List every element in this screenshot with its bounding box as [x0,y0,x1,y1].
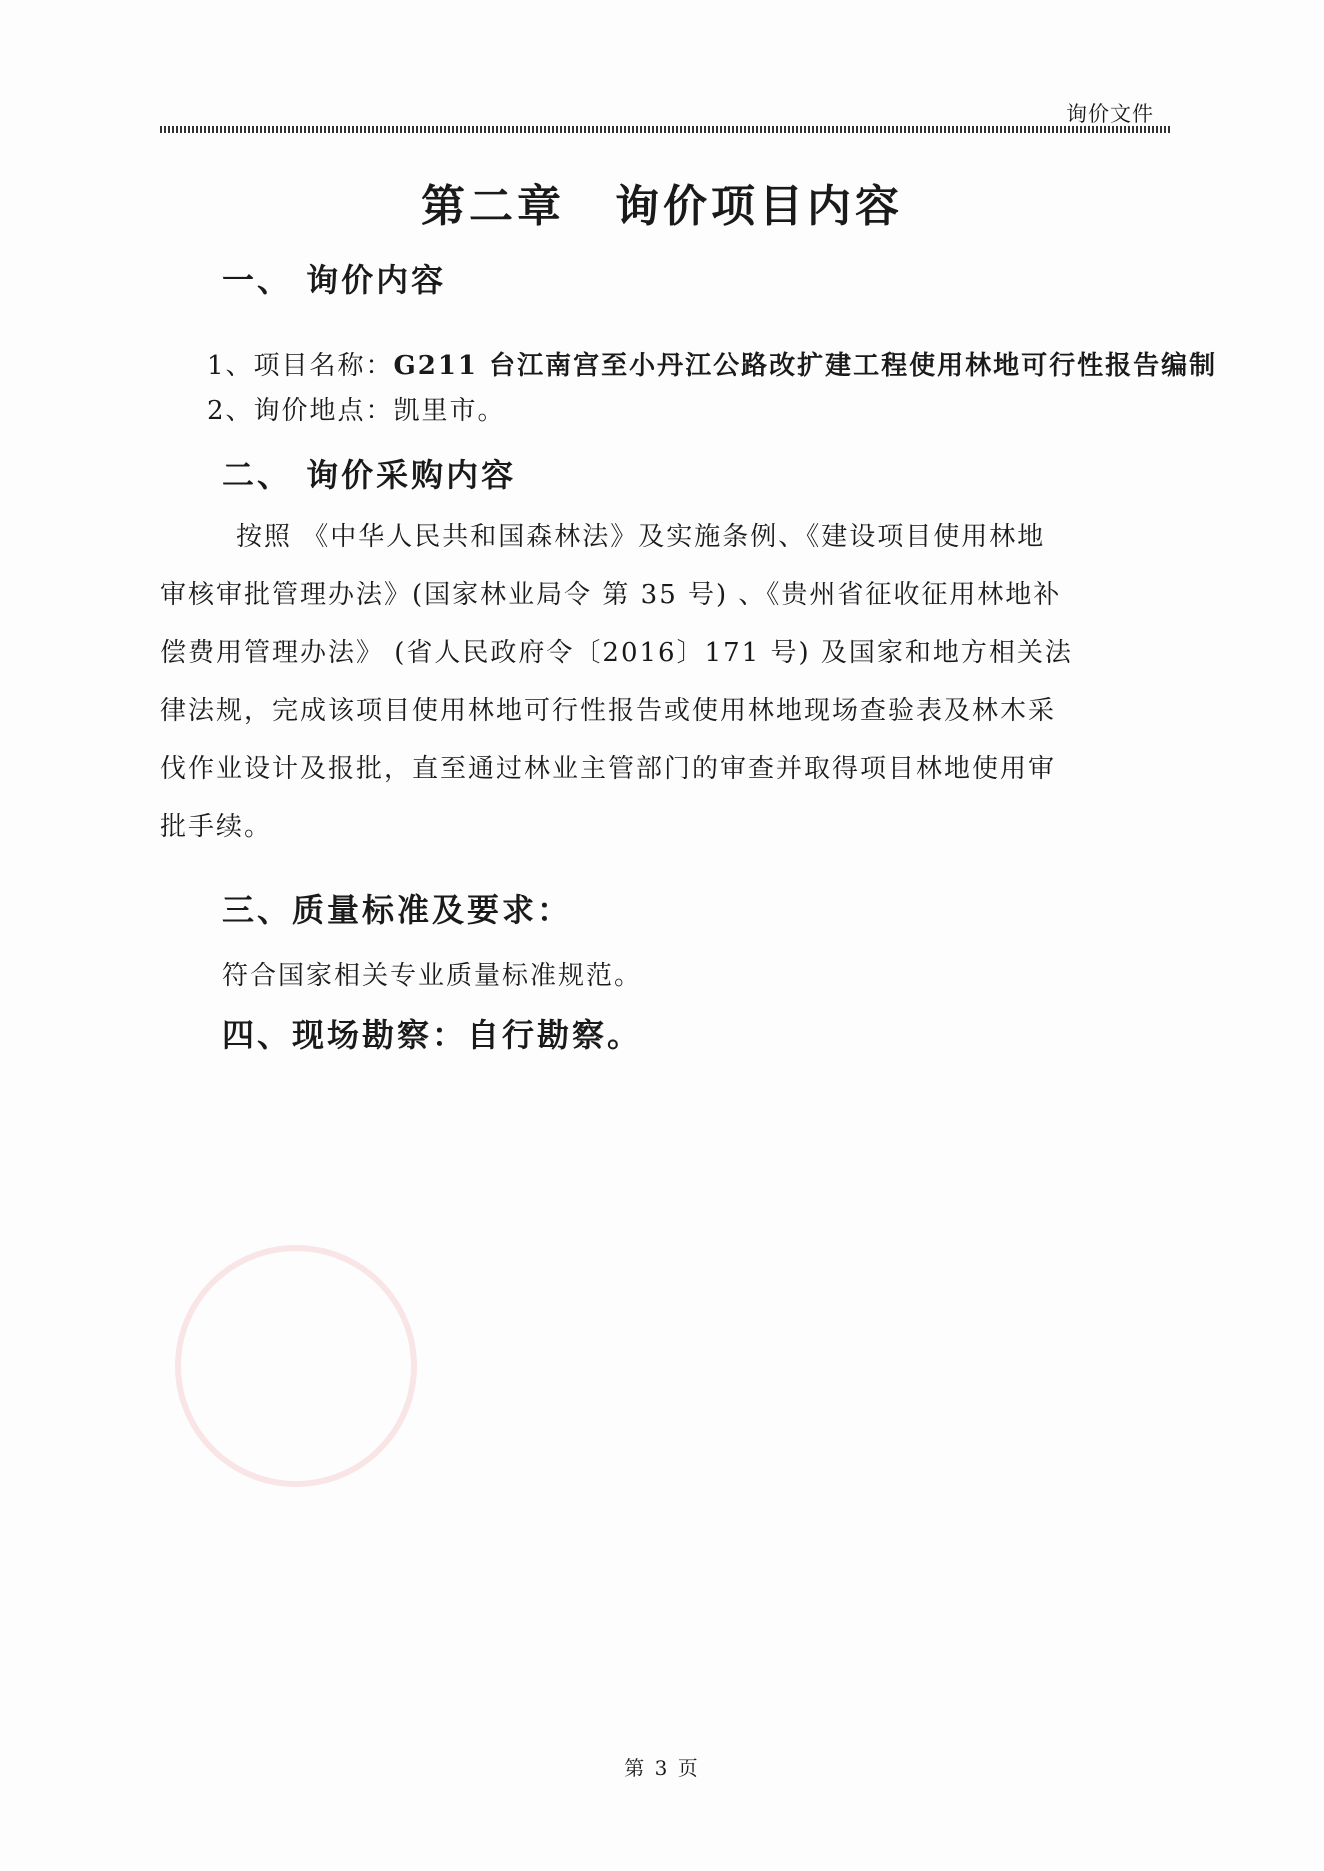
section3-heading: 三、质量标准及要求： [222,891,573,929]
section1-heading: 一、 询价内容 [222,261,447,299]
inquiry-location-label: 2、询价地点： [207,396,394,426]
paragraph-line: 按照 《中华人民共和国森林法》及实施条例、《建设项目使用林地 [208,522,1046,552]
paragraph-line: 偿费用管理办法》 (省人民政府令〔2016〕171 号) 及国家和地方相关法 [160,638,1073,668]
inquiry-location-line [207,390,506,427]
paragraph-line: 审核审批管理办法》(国家林业局令 第 35 号) 、《贵州省征收征用林地补 [160,580,1062,610]
paragraph-line: 伐作业设计及报批，直至通过林业主管部门的审查并取得项目林地使用审 [160,754,1057,784]
paragraph-line: 律法规，完成该项目使用林地可行性报告或使用林地现场查验表及林木采 [160,696,1057,726]
chapter-heading: 询价项目内容 [615,181,903,232]
faded-seal-stamp [175,1245,417,1487]
inquiry-location-value: 凯里市。 [393,396,506,426]
paragraph-line: 批手续。 [160,812,273,842]
project-name-label: 1、项目名称： [207,351,394,381]
procurement-content-paragraph [160,508,1160,856]
quality-standard-text: 符合国家相关专业质量标准规范。 [222,961,643,991]
chapter-number: 第二章 [421,181,565,232]
section2-heading: 二、 询价采购内容 [222,456,517,494]
page-number: 第 3 页 [624,1756,700,1780]
project-name-value: G211 台江南宫至小丹江公路改扩建工程使用林地可行性报告编制 [393,351,1218,381]
chapter-title [0,170,1324,234]
header-label: 询价文件 [1066,102,1154,126]
section4-heading: 四、现场勘察：自行勘察。 [222,1016,643,1054]
project-name-line [207,345,1217,382]
header-rule [160,126,1170,133]
